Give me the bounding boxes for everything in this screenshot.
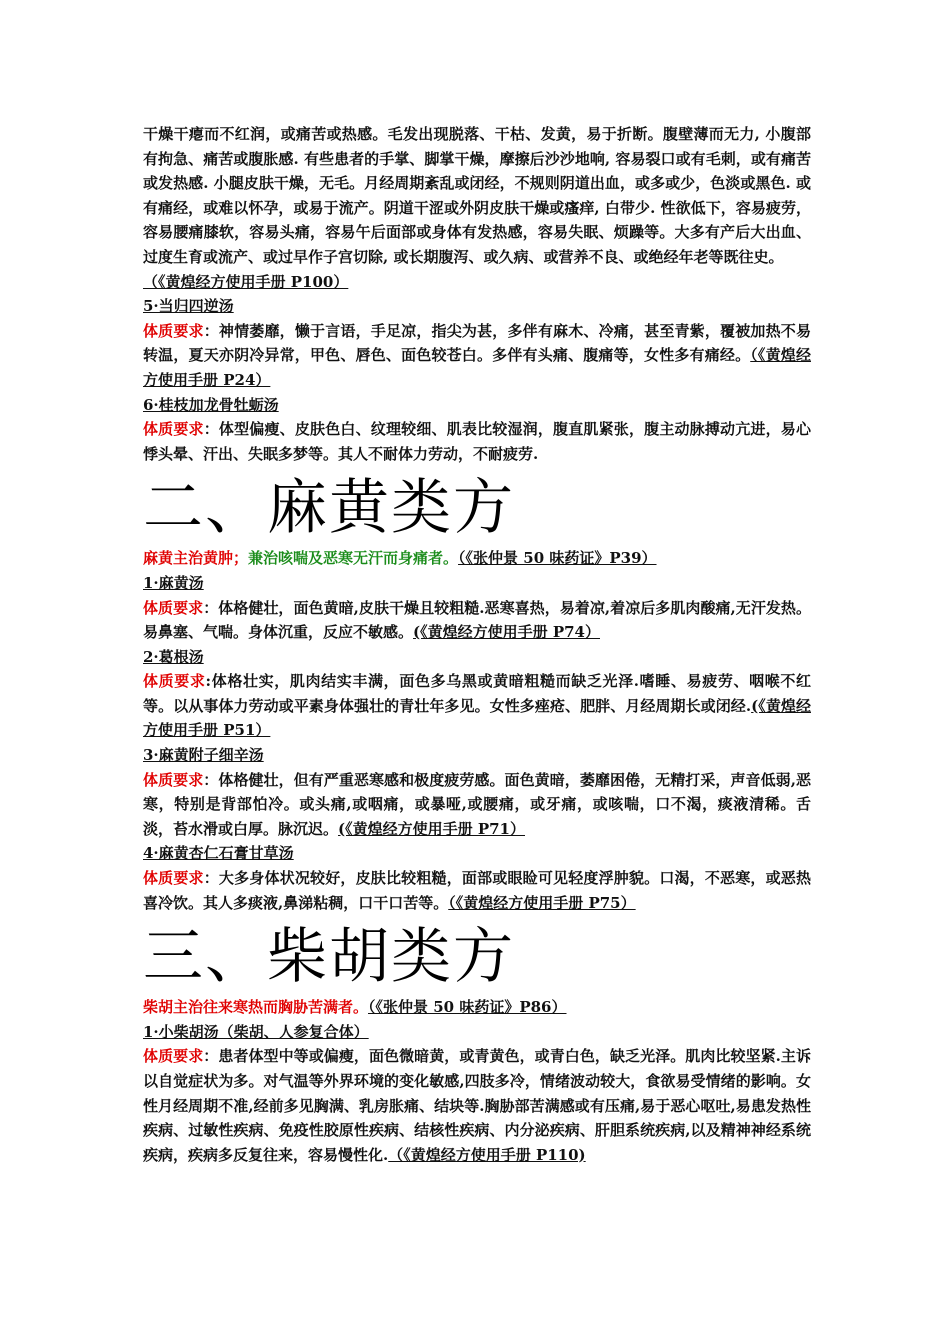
s2-item4-paragraph	[143, 866, 811, 915]
section3-lead-red: 柴胡主治往来寒热而胸胁苦满者。	[143, 998, 369, 1017]
s2-item3-title: 3·麻黄附子细辛汤	[143, 746, 264, 765]
section2-lead-red: 麻黄主治黄肿；	[143, 549, 249, 568]
section3-lead	[143, 995, 811, 1020]
s3-item1-citation: （《黄煌经方使用手册 P110)	[388, 1145, 586, 1164]
item6-paragraph	[143, 417, 811, 466]
s2-item3-text: ：体格健壮，但有严重恶寒感和极度疲劳感。面色黄暗，萎靡困倦，无精打采，声音低弱,恶寒，特别是背部怕冷。或头痛,或咽痛，或暴哑,或腰痛，或牙痛，或咳喘，口不渴，痰液清稀。舌淡，苔水滑或白厚。脉沉迟。	[143, 770, 811, 838]
section3-citation: （《张仲景 50 味药证》P86）	[368, 998, 567, 1017]
s2-item1-title: 1·麻黄汤	[143, 573, 204, 592]
intro-paragraph	[143, 122, 811, 270]
s2-item4-label: 体质要求	[143, 869, 204, 888]
intro-text: 干燥干瘪而不红润，或痛苦或热感。毛发出现脱落、干枯、发黄，易于折断。腹壁薄而无力, 小腹部有拘急、痛苦或腹胀感. 有些患者的手掌、脚掌干燥，摩擦后沙沙地响, 容易裂口或有毛刺，或有痛苦或发热感. 小腿皮肤干燥，无毛。月经周期紊乱或闭经，不规则阴道出血，或多或少，色淡或黑色. 或有痛经，或难以怀孕，或易于流产。阴道干涩或外阴皮肤干燥或瘙痒, 白带少. 性欲低下，容易疲劳，容易腰痛膝软，容易头痛，容易午后面部或身体有发热感，容易失眠、烦躁等。大多有产后大出血、过度生育或流产、或过早作子宫切除, 或长期腹泻、或久病、或营养不良、或绝经年老等既往史。	[143, 125, 811, 266]
s3-item1-label: 体质要求	[143, 1047, 204, 1066]
s2-item2-label: 体质要求	[143, 672, 206, 691]
item5-paragraph	[143, 319, 811, 393]
s3-item1-title: 1·小柴胡汤（柴胡、人参复合体）	[143, 1022, 369, 1041]
intro-citation: （《黄煌经方使用手册 P100）	[143, 272, 349, 291]
item5-title: 5·当归四逆汤	[143, 297, 234, 316]
item6-title: 6·桂枝加龙骨牡蛎汤	[143, 395, 279, 414]
item6-text: ：体型偏瘦、皮肤色白、纹理较细、肌表比较湿润，腹直肌紧张，腹主动脉搏动亢进，易心悸头晕、汗出、失眠多梦等。其人不耐体力劳动，不耐疲劳.	[143, 420, 811, 463]
s2-item1-citation: (《黄煌经方使用手册 P74）	[413, 623, 600, 642]
section2-lead-green: 兼治咳喘及恶寒无汗而身痛者。	[248, 549, 459, 568]
s2-item2-paragraph	[143, 669, 811, 743]
s2-item4-title: 4·麻黄杏仁石膏甘草汤	[143, 844, 294, 863]
s2-item2-citation: (《黄煌经方使用手册 P51）	[143, 696, 811, 740]
s2-item3-citation: (《黄煌经方使用手册 P71）	[338, 819, 525, 838]
s2-item4-text: ：大多身体状况较好，皮肤比较粗糙，面部或眼睑可见轻度浮肿貌。口渴，不恶寒，或恶热喜冷饮。其人多痰液,鼻涕粘稠，口干口苦等。	[143, 869, 811, 912]
intro-citation-line	[143, 270, 811, 295]
s2-item1-text: ：体格健壮，面色黄暗,皮肤干燥且较粗糙.恶寒喜热，易着凉,着凉后多肌肉酸痛,无汗发热。易鼻塞、气喘。身体沉重，反应不敏感。	[143, 598, 811, 642]
item5-citation: （《黄煌经方使用手册 P24）	[143, 346, 811, 389]
s2-item4-citation: （《黄煌经方使用手册 P75）	[448, 893, 636, 912]
s3-item1-text: ：患者体型中等或偏瘦，面色微暗黄，或青黄色，或青白色，缺乏光泽。肌肉比较坚紧.主诉以自觉症状为多。对气温等外界环境的变化敏感,四肢多冷，情绪波动较大，食欲易受情绪的影响。女性月经周期不准,经前多见胸满、乳房胀痛、结块等.胸胁部苦满感或有压痛,易于恶心呕吐,易患发热性疾病、过敏性疾病、免疫性胶原性疾病、结核性疾病、内分泌疾病、肝胆系统疾病,以及精神神经系统疾病，疾病多反复往来，容易慢性化.	[143, 1047, 811, 1164]
document-page	[143, 122, 811, 1167]
section3-heading: 三、柴胡类方	[143, 922, 515, 993]
item6-label: 体质要求	[143, 420, 204, 439]
item5-label: 体质要求	[143, 321, 204, 340]
section2-heading: 二、麻黄类方	[143, 473, 515, 544]
section2-lead	[143, 546, 811, 571]
section2-citation: （《张仲景 50 味药证》P39）	[458, 549, 657, 568]
s2-item2-text: :体格壮实，肌肉结实丰满，面色多乌黑或黄暗粗糙而缺乏光泽.嗜睡、易疲劳、咽喉不红等。以从事体力劳动或平素身体强壮的青壮年多见。女性多痤疮、肥胖、月经周期长或闭经.	[143, 672, 811, 715]
s2-item3-paragraph	[143, 768, 811, 842]
item5-text: ：神情萎靡，懒于言语，手足凉，指尖为甚，多伴有麻木、冷痛，甚至青紫，覆被加热不易转温，夏天亦阴冷异常，甲色、唇色、面色较苍白。多伴有头痛、腹痛等，女性多有痛经。	[143, 321, 811, 365]
s2-item2-title: 2·葛根汤	[143, 647, 204, 666]
s2-item1-label: 体质要求	[143, 598, 204, 617]
s3-item1-paragraph	[143, 1044, 811, 1167]
s2-item1-paragraph	[143, 596, 811, 645]
s2-item3-label: 体质要求	[143, 770, 204, 789]
